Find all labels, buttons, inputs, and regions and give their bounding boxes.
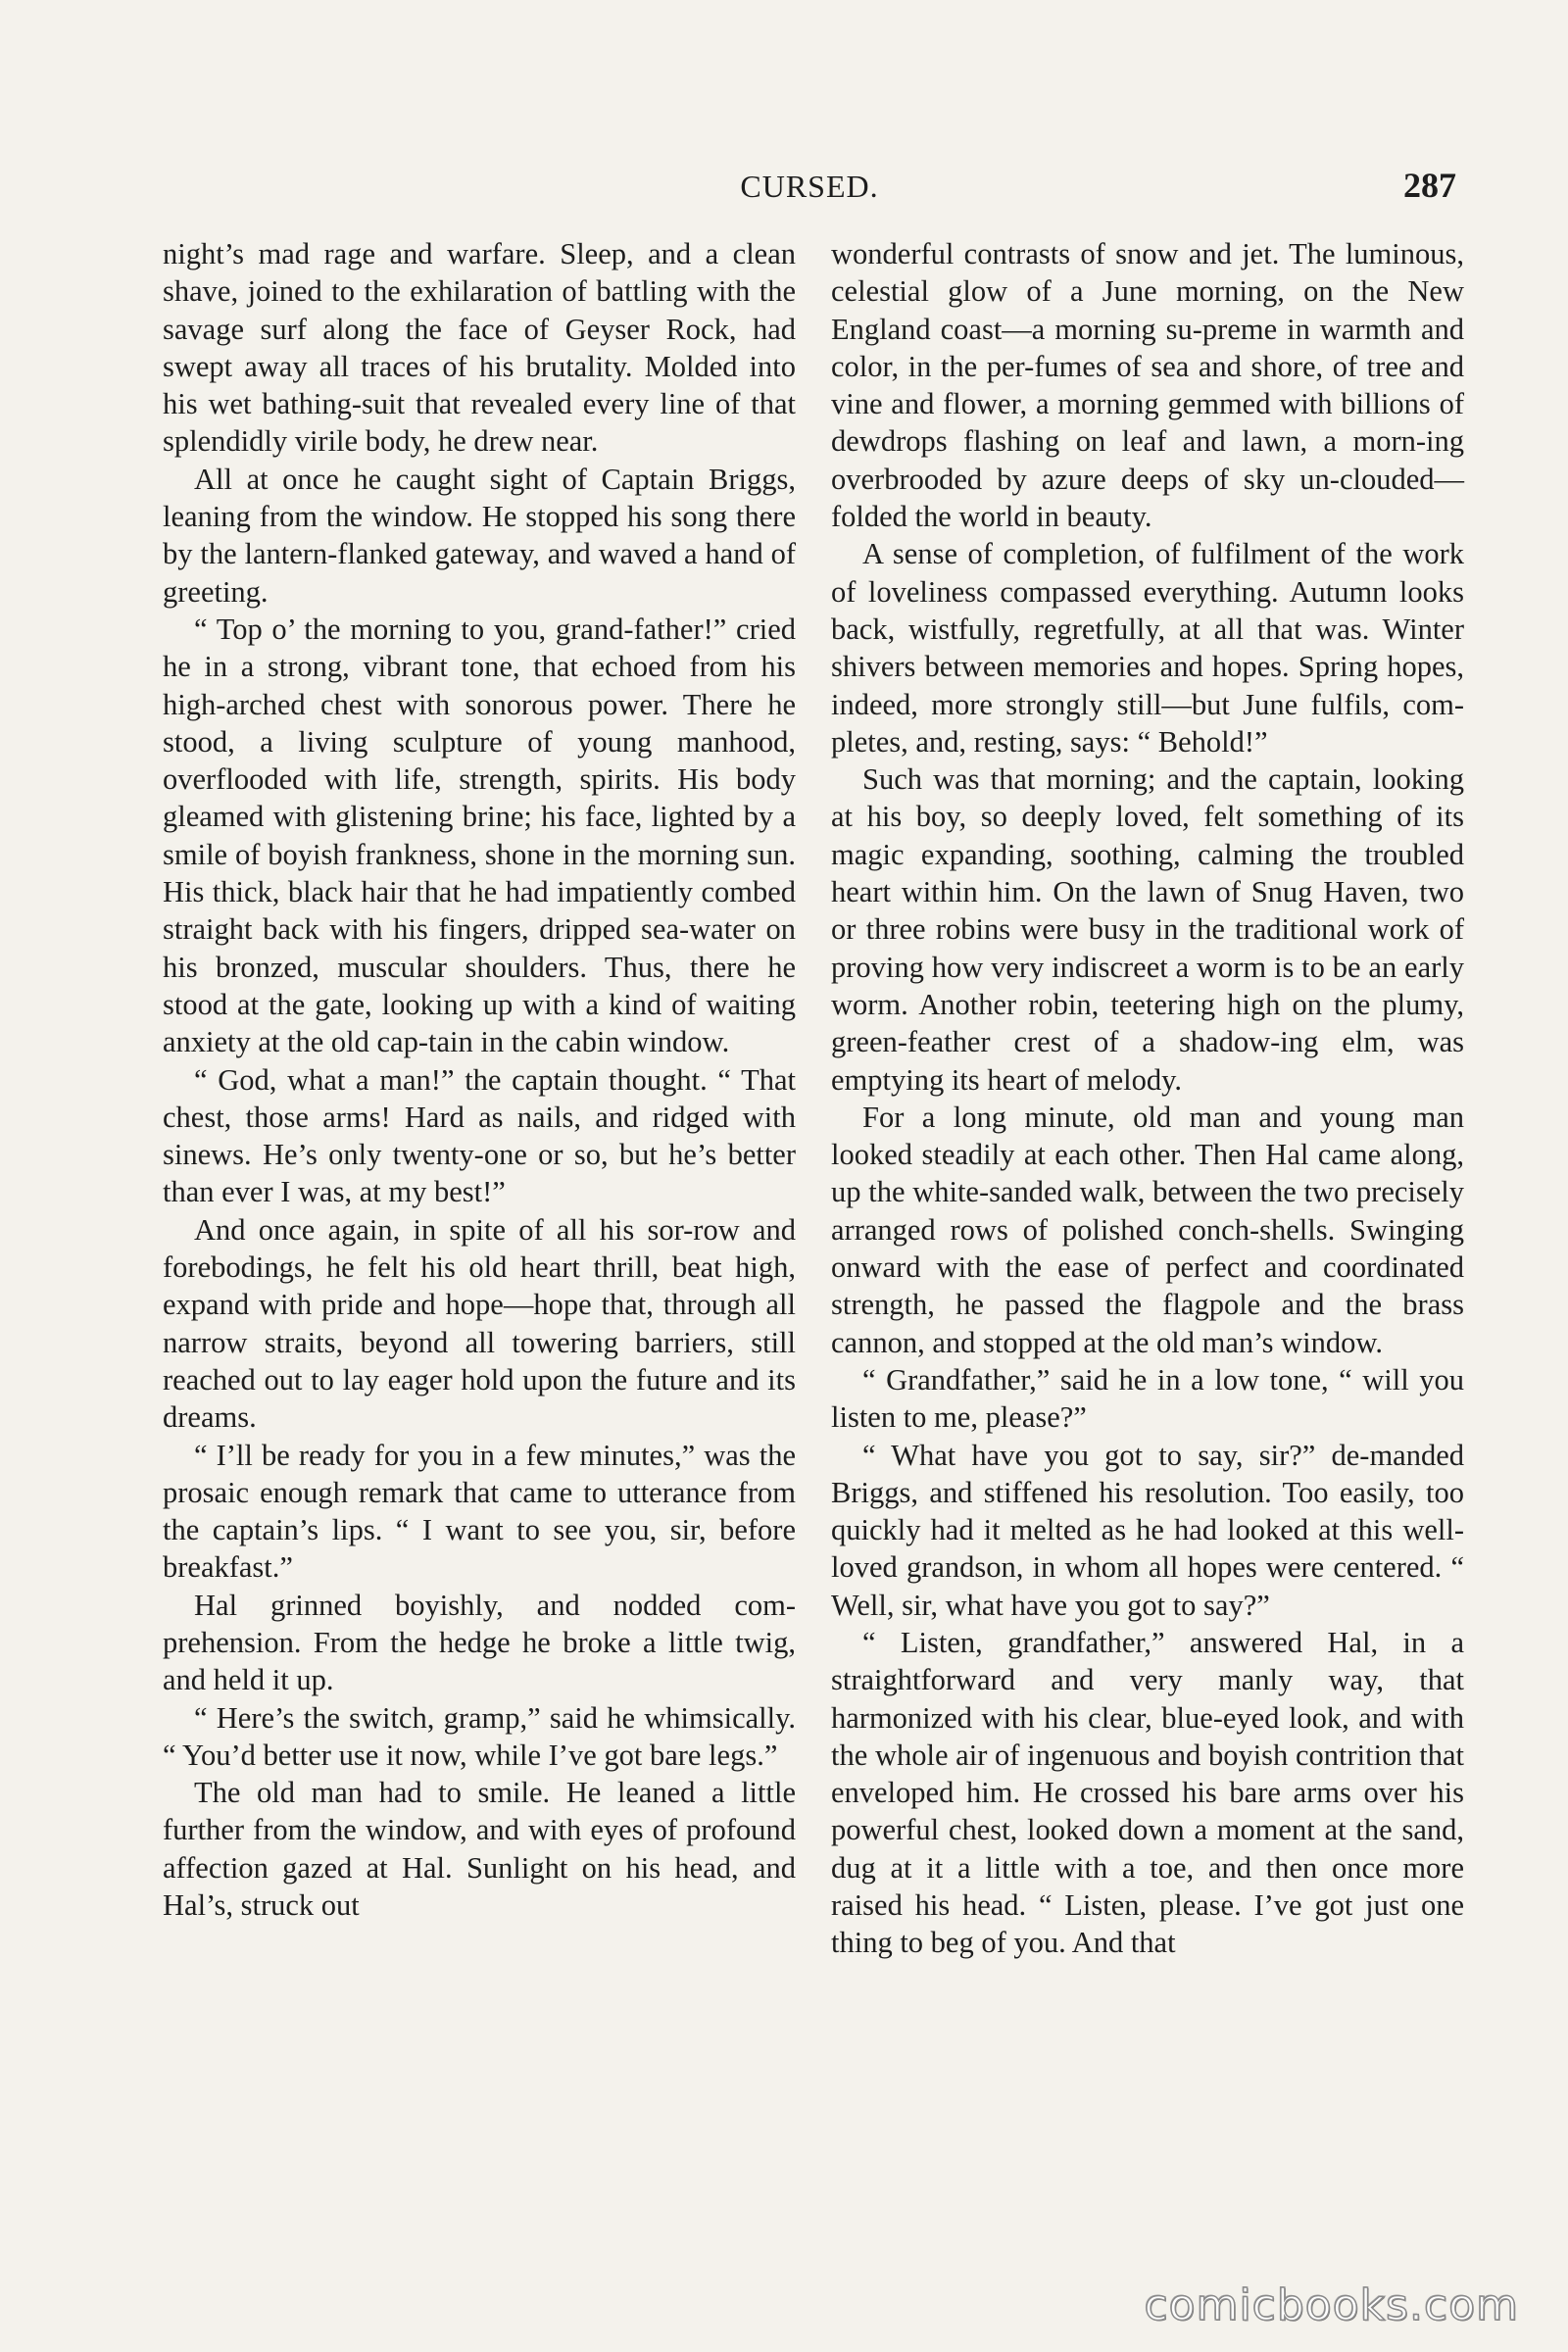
paragraph: “ I’ll be ready for you in a few minutes,” was the prosaic enough remark that came to utterance from the captain’s lips. “ I want to see you, sir, before breakfast.” xyxy=(163,1438,796,1585)
paragraph: “ Here’s the switch, gramp,” said he whimsically. “ You’d better use it now, while I’ve got bare legs.” xyxy=(163,1700,796,1772)
paragraph: For a long minute, old man and young man looked steadily at each other. Then Hal came along, up the white-sanded walk, between the two precisely arranged rows of polished conch-shells. Swinging onward with the ease of perfect and coordinated strength, he passed the flagpole and the brass cannon, and stopped at the old man’s window. xyxy=(831,1100,1464,1359)
page-number: 287 xyxy=(1403,166,1456,205)
right-column xyxy=(831,235,1464,1962)
paragraph: The old man had to smile. He leaned a little further from the window, and with eyes of profound affection gazed at Hal. Sunlight on his head, and Hal’s, struck out xyxy=(163,1776,796,1923)
paragraph: wonderful contrasts of snow and jet. The luminous, celestial glow of a June morning, on the New England coast—a morning su-preme in warmth and color, in the per-fumes of sea and shore, of tree and vine and flower, a morning gemmed with billions of dewdrops flashing on leaf and lawn, a morn-ing overbrooded by azure deeps of sky un-clouded—folded the world in beauty. xyxy=(831,237,1464,534)
paragraph: And once again, in spite of all his sor-row and forebodings, he felt his old heart thrill, beat high, expand with pride and hope—hope that, through all narrow straits, beyond all towering barriers, still reached out to lay eager hold upon the future and its dreams. xyxy=(163,1212,796,1435)
watermark-logo: comicbooks.com xyxy=(1144,2280,1519,2330)
paragraph: Hal grinned boyishly, and nodded com-prehension. From the hedge he broke a little twig, and held it up. xyxy=(163,1588,796,1697)
paragraph: “ What have you got to say, sir?” de-manded Briggs, and stiffened his resolution. Too easily, too quickly had it melted as he had looked at this well-loved grandson, in whom all hopes were centered. “ Well, sir, what have you got to say?” xyxy=(831,1438,1464,1622)
running-title: CURSED. xyxy=(740,169,879,204)
left-column xyxy=(163,235,796,1924)
paragraph: “ Listen, grandfather,” answered Hal, in a straightforward and very manly way, that harmonized with his clear, blue-eyed look, and with the whole air of ingenuous and boyish contrition that enveloped him. He crossed his bare arms over his powerful chest, looked down a moment at the sand, dug at it a little with a toe, and then once more raised his head. “ Listen, please. I’ve got just one thing to beg of you. And that xyxy=(831,1625,1464,1960)
page-header xyxy=(163,165,1456,214)
paragraph: All at once he caught sight of Captain Briggs, leaning from the window. He stopped his song there by the lantern-flanked gateway, and waved a hand of greeting. xyxy=(163,462,796,609)
paragraph: “ God, what a man!” the captain thought. “ That chest, those arms! Hard as nails, and ridged with sinews. He’s only twenty-one or so, but he’s better than ever I was, at my best!” xyxy=(163,1062,796,1209)
paragraph: A sense of completion, of fulfilment of the work of loveliness compassed everything. Autumn looks back, wistfully, regretfully, at all that was. Winter shivers between memories and hopes. Spring hopes, indeed, more strongly still—but June fulfils, com-pletes, and, resting, says: “ Behold!” xyxy=(831,537,1464,759)
paragraph: “ Grandfather,” said he in a low tone, “ will you listen to me, please?” xyxy=(831,1362,1464,1435)
paragraph: “ Top o’ the morning to you, grand-father!” cried he in a strong, vibrant tone, that echoed from his high-arched chest with sonorous power. There he stood, a living sculpture of young manhood, overflooded with life, strength, spirits. His body gleamed with glistening brine; his face, lighted by a smile of boyish frankness, shone in the morning sun. His thick, black hair that he had impatiently combed straight back with his fingers, dripped sea-water on his bronzed, muscular shoulders. Thus, there he stood at the gate, looking up with a kind of waiting anxiety at the old cap-tain in the cabin window. xyxy=(163,612,796,1059)
paragraph: night’s mad rage and warfare. Sleep, and a clean shave, joined to the exhilaration of battling with the savage surf along the face of Geyser Rock, had swept away all traces of his brutality. Molded into his wet bathing-suit that revealed every line of that splendidly virile body, he drew near. xyxy=(163,237,796,459)
paragraph: Such was that morning; and the captain, looking at his boy, so deeply loved, felt something of its magic expanding, soothing, calming the troubled heart within him. On the lawn of Snug Haven, two or three robins were busy in the traditional work of proving how very indiscreet a worm is to be an early worm. Another robin, teetering high on the plumy, green-feather crest of a shadow-ing elm, was emptying its heart of melody. xyxy=(831,762,1464,1097)
